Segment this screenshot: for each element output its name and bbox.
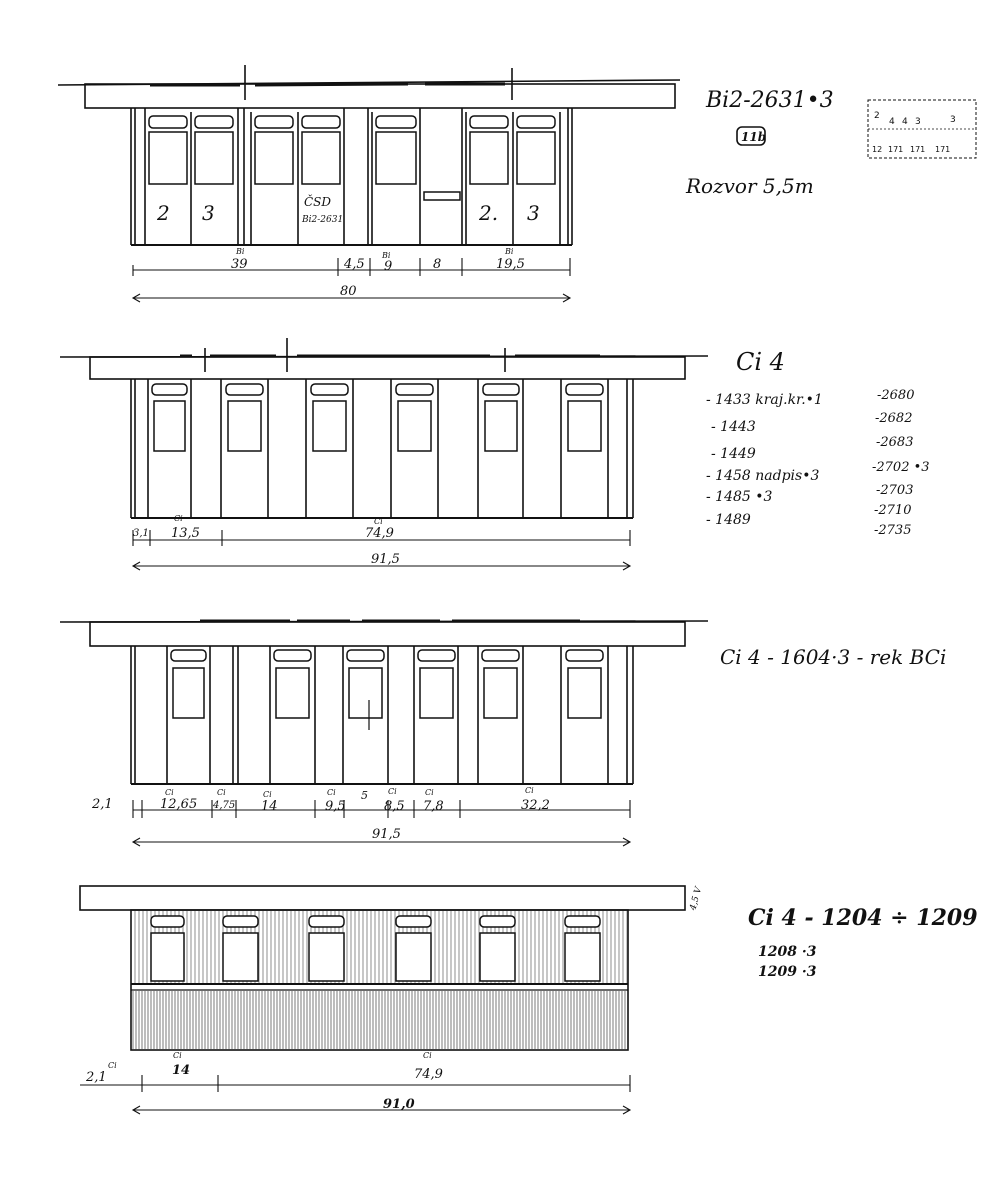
class-label: Ci [263,790,272,799]
class-label: Bi [505,247,514,256]
svg-text:12: 12 [872,145,883,154]
svg-text:2: 2 [874,111,880,121]
svg-text:171: 171 [888,145,904,154]
dimension-label: 12,65 [160,797,198,812]
class-label: Ci [217,788,226,797]
number-list-item: - 1489 [706,512,751,528]
class-label: Ci [165,788,174,797]
number-list-item: - 1458 nadpis•3 [706,468,820,484]
wagon-code: Ci 4 - 1204 ÷ 1209 [748,905,978,931]
dimension-label: 5 [361,789,368,802]
wagon-code: Bi2-2631•3 [706,88,834,113]
number-list-item: -2682 [875,411,913,426]
dimension-label: 4,5 [344,257,365,272]
total-length-label: 80 [340,284,357,299]
dimension-label: 8,5 [384,799,405,814]
number-list-item: -2710 [874,503,912,518]
door-number: 3 [202,201,215,225]
window [151,916,184,981]
dimension-label: 2,1 [92,797,113,812]
dimension-label: 13,5 [171,526,200,541]
svg-text:171: 171 [910,145,926,154]
dimension-label: 14 [261,799,278,814]
dimension-label: 74,9 [414,1067,443,1082]
sub-number: 1209 ·3 [758,964,817,980]
height-note: 4,5 V [688,886,705,912]
class-label: Bi [236,247,245,256]
number-list-item: - 1485 •3 [706,489,773,505]
dimension-label: 9,5 [325,799,346,814]
number-list-item: -2703 [876,483,914,498]
dimension-label: 2,1 [86,1070,107,1085]
dimension-label: 7,8 [423,799,444,814]
dimension-label: 9 [384,259,393,274]
dimension-label: 8 [433,257,442,272]
sub-number: 1208 ·3 [758,944,817,960]
wagon-code: Ci 4 - 1604·3 - rek BCi [720,645,947,669]
window [309,916,344,981]
car-owner-label: ČSD [304,195,332,209]
dimension-label: 74,9 [365,526,394,541]
wagon-code: Ci 4 [736,348,785,376]
class-label: Ci [525,786,534,795]
window [223,916,258,981]
dimension-label: 39 [231,257,248,272]
window [565,916,600,981]
class-label: Ci [173,1051,182,1060]
number-list-item: - 1433 kraj.kr.•1 [706,392,823,408]
class-label: Ci [425,788,434,797]
number-list-item: - 1443 [711,419,756,435]
number-list-item: - 1449 [711,446,756,462]
window [396,916,431,981]
total-length-label: 91,5 [371,552,400,567]
badge-text: 11b [741,130,767,144]
wagon-3-annotations [720,645,946,669]
dimension-label: 19,5 [496,257,525,272]
class-label: Bi [382,251,391,260]
dimension-label: 4,75 [213,800,236,811]
door-number: 3 [527,201,540,225]
class-label: Ci [374,517,383,526]
svg-text:3: 3 [915,117,921,127]
total-length-label: 91,5 [372,827,401,842]
window [480,916,515,981]
dimension-label: 32,2 [521,798,550,813]
class-label: Ci [174,514,183,523]
svg-text:4: 4 [902,117,908,127]
svg-text:3: 3 [950,115,956,125]
door-number: 2. [479,201,499,225]
door-number: 2 [157,201,170,225]
class-label: Ci [388,787,397,796]
car-number-label: Bi2-2631 [302,215,344,225]
class-label: Ci [423,1051,432,1060]
class-label: Ci [327,788,336,797]
dimension-label: 3,1 [133,528,149,539]
number-list-item: -2680 [877,388,915,403]
number-list-item: -2702 •3 [872,460,930,475]
wheelbase-note: Rozvor 5,5m [686,174,814,198]
number-list-item: -2683 [876,435,914,450]
svg-text:171: 171 [935,145,951,154]
dimension-label: 14 [172,1063,191,1078]
total-length-label: 91,0 [383,1097,415,1112]
number-list-item: -2735 [874,523,912,538]
class-label: Ci [108,1061,117,1070]
svg-text:4: 4 [889,117,895,127]
